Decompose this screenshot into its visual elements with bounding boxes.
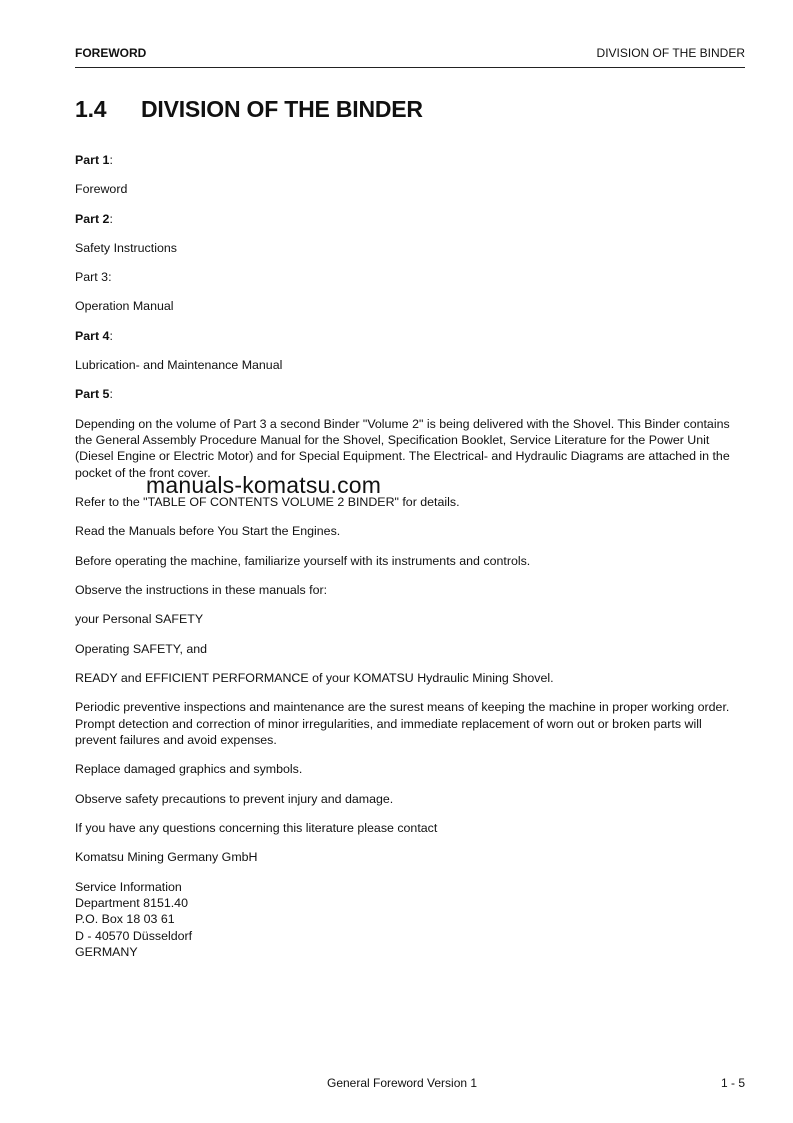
body-paragraph: Periodic preventive inspections and maintenance are the surest means of keeping the machine in proper working order. Prompt detection and correction of minor irregularities, and immediate replacement of worn out or broken parts will prevent failures and avoid expenses.	[75, 700, 730, 748]
part-desc: Safety Instructions	[75, 240, 177, 255]
part-heading: Part 5:	[75, 387, 113, 402]
page-header	[75, 46, 745, 62]
body-paragraph: READY and EFFICIENT PERFORMANCE of your KOMATSU Hydraulic Mining Shovel.	[75, 670, 554, 685]
section-title: DIVISION OF THE BINDER	[141, 96, 423, 122]
body-paragraph: Observe the instructions in these manuals for:	[75, 583, 328, 598]
address-line: Service Information	[75, 879, 182, 894]
part-heading: Part 4:	[75, 328, 113, 343]
address-line: Department 8151.40	[75, 895, 188, 910]
part-heading: Part 1:	[75, 153, 113, 167]
part-desc: Foreword	[75, 182, 128, 197]
footer-document-version: General Foreword Version 1	[327, 1076, 478, 1090]
contact-address	[75, 879, 745, 961]
body-paragraph: Read the Manuals before You Start the Engines.	[75, 524, 341, 539]
part-heading: Part 2:	[75, 211, 113, 226]
part-desc: Operation Manual	[75, 299, 174, 314]
address-line: P.O. Box 18 03 61	[75, 912, 175, 927]
part-heading: Part 3:	[75, 270, 112, 285]
body-paragraph: Replace damaged graphics and symbols.	[75, 762, 303, 777]
company-name: Komatsu Mining Germany GmbH	[75, 850, 258, 865]
body-paragraph: Operating SAFETY, and	[75, 641, 208, 656]
address-line: D - 40570 Düsseldorf	[75, 928, 193, 943]
body-paragraph: If you have any questions concerning this literature please contact	[75, 820, 438, 835]
page-number: 1 - 5	[720, 1076, 745, 1090]
body-paragraph: Refer to the "TABLE OF CONTENTS VOLUME 2 BINDER" for details.	[75, 495, 460, 510]
header-rule	[75, 67, 745, 68]
section-number: 1.4	[75, 96, 107, 122]
body-paragraph: your Personal SAFETY	[75, 612, 204, 627]
body-paragraph: Depending on the volume of Part 3 a second Binder "Volume 2" is being delivered with the Shovel. This Binder contains the General Assembly Procedure Manual for the Shovel, Specification Booklet, Service Literature for the Power Unit (Diesel Engine or Electric Motor) and for Special Equipment. The Electrical- and Hydraulic Diagrams are attached in the pocket of the front cover.	[75, 416, 730, 480]
document-body	[75, 152, 745, 961]
address-line: GERMANY	[75, 945, 138, 960]
page-title	[75, 96, 423, 123]
body-paragraph: Observe safety precautions to prevent injury and damage.	[75, 791, 394, 806]
watermark: manuals-komatsu.com	[146, 472, 382, 498]
body-paragraph: Before operating the machine, familiarize yourself with its instruments and controls.	[75, 553, 531, 568]
header-topic: DIVISION OF THE BINDER	[596, 46, 745, 60]
part-desc: Lubrication- and Maintenance Manual	[75, 358, 283, 373]
header-section: FOREWORD	[75, 46, 147, 60]
